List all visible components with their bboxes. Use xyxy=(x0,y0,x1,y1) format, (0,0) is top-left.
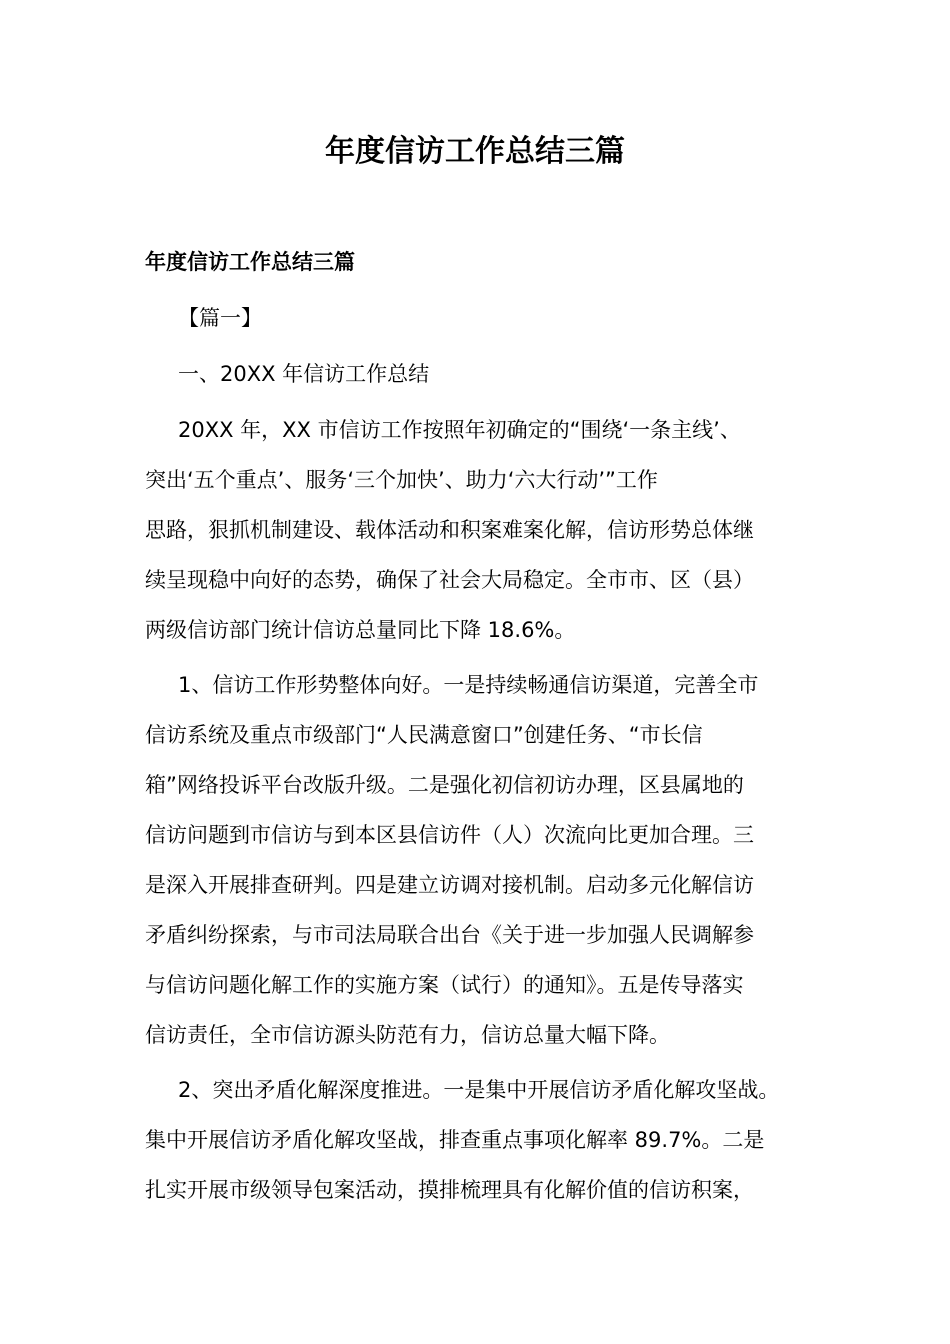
document-title: 年度信访工作总结三篇 xyxy=(325,134,625,169)
paragraph-line: 突出‘五个重点’、服务‘三个加快’、助力‘六大行动’”工作 xyxy=(145,468,658,492)
paragraph-line: 1、信访工作形势整体向好。一是持续畅通信访渠道，完善全市 xyxy=(178,673,759,697)
paragraph-line: 集中开展信访矛盾化解攻坚战，排查重点事项化解率 89.7%。二是 xyxy=(145,1128,765,1152)
paragraph-line: 信访责任，全市信访源头防范有力，信访总量大幅下降。 xyxy=(145,1023,670,1047)
section-heading: 一、20XX 年信访工作总结 xyxy=(178,362,430,386)
paragraph-line: 续呈现稳中向好的态势，确保了社会大局稳定。全市市、区（县） xyxy=(145,568,754,592)
paragraph-line: 两级信访部门统计信访总量同比下降 18.6%。 xyxy=(145,618,576,642)
paragraph-line: 箱”网络投诉平台改版升级。二是强化初信初访办理，区县属地的 xyxy=(145,773,744,797)
paragraph-line: 信访系统及重点市级部门“人民满意窗口”创建任务、“市长信 xyxy=(145,723,703,747)
paragraph-line: 是深入开展排查研判。四是建立访调对接机制。启动多元化解信访 xyxy=(145,873,754,897)
paragraph-line: 信访问题到市信访与到本区县信访件（人）次流向比更加合理。三 xyxy=(145,823,754,847)
paragraph-line: 与信访问题化解工作的实施方案（试行）的通知》。五是传导落实 xyxy=(145,973,744,997)
paragraph-line: 思路，狠抓机制建设、载体活动和积案难案化解，信访形势总体继 xyxy=(145,518,754,542)
paragraph-line: 扎实开展市级领导包案活动，摸排梳理具有化解价值的信访积案， xyxy=(145,1178,754,1202)
paragraph-line: 矛盾纠纷探索，与市司法局联合出台《关于进一步加强人民调解参 xyxy=(145,923,754,947)
document-subtitle: 年度信访工作总结三篇 xyxy=(145,250,355,274)
paragraph-line: 2、突出矛盾化解深度推进。一是集中开展信访矛盾化解攻坚战。 xyxy=(178,1078,780,1102)
paragraph-line: 20XX 年，XX 市信访工作按照年初确定的“围绕‘一条主线’、 xyxy=(178,418,741,442)
section-marker: 【篇一】 xyxy=(178,306,262,330)
